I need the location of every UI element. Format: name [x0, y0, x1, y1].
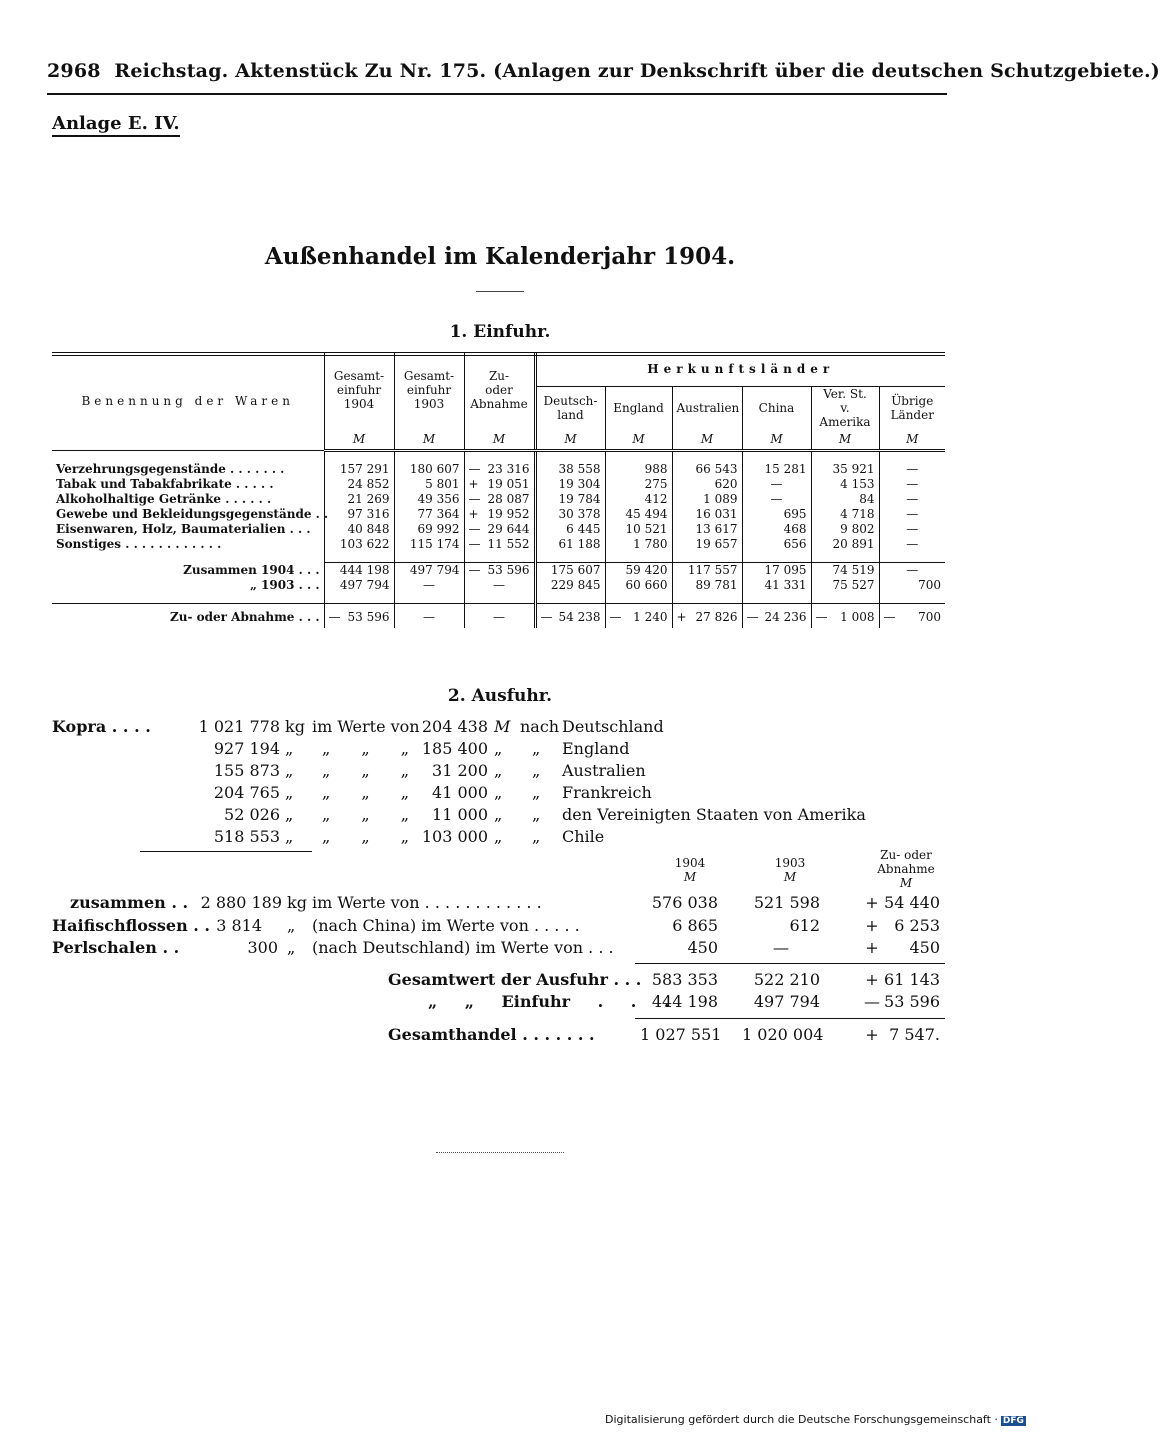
cell-g1903: 69 992 — [394, 522, 464, 537]
summary-sign: + — [865, 893, 879, 912]
gesamthandel-1904: 1 027 551 — [640, 1025, 722, 1044]
summary-1903: 521 598 — [753, 893, 820, 912]
year-1904-label: 1904 — [674, 856, 706, 870]
cell-de: 19 784 — [535, 492, 605, 507]
row-label: Tabak und Tabakfabrikate . . . . . — [56, 477, 274, 491]
kopra-amount: 204 765 — [213, 783, 280, 802]
year-1903-label: 1903 — [774, 856, 806, 870]
sum-rule — [140, 851, 312, 852]
col-australien: Australien — [672, 386, 742, 429]
kopra-unit: „ — [285, 805, 294, 824]
cell-ch: 17 095 — [742, 563, 811, 579]
section-ausfuhr-title: 2. Ausfuhr. — [447, 686, 553, 706]
kopra-dest: Australien — [562, 761, 646, 780]
running-header — [47, 60, 1160, 82]
summary-amount: 3 814 — [216, 916, 262, 935]
cell-ub: — — [879, 477, 945, 492]
cell-de: 19 304 — [535, 477, 605, 492]
cell-g1903: 180 607 — [394, 462, 464, 477]
kopra-amount: 1 021 778 — [198, 717, 280, 736]
cell-g1904: 21 269 — [324, 492, 394, 507]
footer-text: Digitalisierung gefördert durch die Deutsche Forschungsgemeinschaft · — [605, 1413, 998, 1426]
col-1903-head — [760, 856, 820, 884]
cell-sign: — — [883, 610, 896, 624]
col-1904-head — [660, 856, 720, 884]
cell-us: 4 153 — [811, 477, 879, 492]
cell-en: 60 660 — [605, 578, 672, 593]
footer — [605, 1413, 1026, 1426]
cell-en: 45 494 — [605, 507, 672, 522]
table-row-zu-ab — [52, 604, 945, 628]
header-text: Reichstag. Aktenstück Zu Nr. 175. (Anlagen zur Denkschrift über die deutschen Schutzgebiete.) — [114, 60, 1160, 82]
einfuhr-table — [52, 352, 945, 628]
unit-mark: M — [535, 429, 605, 451]
cell-sign: — — [468, 492, 481, 506]
kopra-mid: im Werte von — [312, 717, 420, 736]
summary-1904: 576 038 — [651, 893, 718, 912]
kopra-currency: „ — [494, 805, 503, 824]
row-label: „ 1903 . . . — [249, 578, 320, 592]
table-row-total-1903 — [52, 578, 945, 593]
cell-g1904: 103 622 — [324, 537, 394, 552]
cell-en: 1 780 — [605, 537, 672, 552]
row-label: Zu- oder Abnahme . . . — [52, 604, 324, 628]
cell-au: 27 826 — [695, 610, 738, 624]
summary-text: im Werte von . . . . . . . . . . . . — [312, 893, 542, 912]
kopra-mid: „ „ „ — [322, 761, 410, 780]
row-label: Zusammen 1904 . . . — [183, 562, 320, 577]
cell-sign: — — [468, 563, 481, 577]
unit-mark: M — [899, 876, 913, 890]
row-label: Eisenwaren, Holz, Baumaterialien . . . — [56, 522, 311, 536]
cell-ch: — — [742, 477, 811, 492]
sum-rule-3 — [635, 1018, 945, 1019]
summary-1903: — — [773, 938, 789, 957]
cell-diff: — — [464, 604, 535, 628]
cell-us: 75 527 — [811, 578, 879, 593]
cell-g1904: 97 316 — [324, 507, 394, 522]
unit-mark: M — [742, 429, 811, 451]
cell-g1904: 157 291 — [324, 462, 394, 477]
gesamthandel-label: Gesamthandel . . . . . . . — [388, 1025, 595, 1044]
gesamtwert-label: Gesamtwert der Ausfuhr . . . — [388, 970, 642, 989]
cell-au: 13 617 — [672, 522, 742, 537]
summary-1904: 6 865 — [672, 916, 718, 935]
summary-text: (nach Deutschland) im Werte von . . . — [312, 938, 614, 957]
kopra-currency: „ — [494, 827, 503, 846]
col-herkunft: Herkunftsländer — [535, 352, 945, 386]
summary-diff: 6 253 — [894, 916, 940, 935]
cell-g1903: 77 364 — [394, 507, 464, 522]
gesamtwert-1903: 522 210 — [753, 970, 820, 989]
cell-diff: — — [464, 578, 535, 593]
row-label: Verzehrungsgegenstände . . . . . . . — [56, 462, 285, 476]
summary-1903: 612 — [789, 916, 820, 935]
col-china: China — [742, 386, 811, 429]
summary-amount: 300 — [247, 938, 278, 957]
cell-g1903: 49 356 — [394, 492, 464, 507]
summary-label: Haifischflossen . . — [52, 916, 210, 935]
cell-ch: 24 236 — [764, 610, 807, 624]
dfg-logo: DFG — [1002, 1416, 1024, 1426]
cell-sign: + — [468, 477, 479, 491]
kopra-unit: „ — [285, 739, 294, 758]
cell-au: 117 557 — [672, 563, 742, 579]
cell-sign: + — [468, 507, 479, 521]
summary-label: zusammen . . — [70, 893, 189, 912]
kopra-nach: „ — [532, 739, 541, 758]
summary-diff: 450 — [909, 938, 940, 957]
einfuhr-diff: 53 596 — [884, 992, 940, 1011]
summary-unit: „ — [287, 916, 296, 935]
col-uebrige: Übrige Länder — [879, 386, 945, 429]
gesamtwert-1904: 583 353 — [651, 970, 718, 989]
cell-de: 229 845 — [535, 578, 605, 593]
summary-unit: kg — [287, 893, 307, 912]
cell-ub: — — [879, 563, 945, 579]
kopra-unit: „ — [285, 783, 294, 802]
kopra-value: 204 438 — [421, 717, 488, 736]
kopra-label: Kopra . . . . — [52, 717, 151, 736]
cell-ch: 656 — [742, 537, 811, 552]
row-label: Gewebe und Bekleidungsgegenstände . . — [56, 507, 329, 521]
kopra-currency: „ — [494, 761, 503, 780]
cell-ub: 700 — [918, 610, 942, 624]
table-row — [52, 477, 945, 492]
kopra-currency: „ — [494, 739, 503, 758]
cell-sign: — — [746, 610, 759, 624]
kopra-nach: „ — [532, 761, 541, 780]
summary-diff: 54 440 — [884, 893, 940, 912]
cell-sign: — — [609, 610, 622, 624]
page-title: Außenhandel im Kalenderjahr 1904. — [264, 243, 736, 270]
kopra-dest: Chile — [562, 827, 605, 846]
cell-g1903: 5 801 — [394, 477, 464, 492]
section-einfuhr-title: 1. Einfuhr. — [449, 322, 551, 342]
col-benennung: Benennung der Waren — [52, 352, 324, 451]
kopra-value: 31 200 — [432, 761, 488, 780]
cell-sign: — — [468, 537, 481, 551]
kopra-amount: 518 553 — [213, 827, 280, 846]
zuab-label: Zu- oder Abnahme — [877, 848, 935, 876]
cell-de: 30 378 — [535, 507, 605, 522]
cell-g1903: — — [394, 578, 464, 593]
sum-rule-2 — [635, 963, 945, 964]
cell-ch: 15 281 — [742, 462, 811, 477]
cell-diff: 19 051 — [487, 477, 530, 491]
cell-ub: — — [879, 522, 945, 537]
cell-ch: 41 331 — [742, 578, 811, 593]
kopra-mid: „ „ „ — [322, 805, 410, 824]
kopra-value: 41 000 — [432, 783, 488, 802]
cell-en: 275 — [605, 477, 672, 492]
table-row — [52, 507, 945, 522]
summary-1904: 450 — [687, 938, 718, 957]
cell-g1904: 40 848 — [324, 522, 394, 537]
kopra-amount: 155 873 — [213, 761, 280, 780]
kopra-amount: 52 026 — [224, 805, 280, 824]
summary-amount: 2 880 189 — [200, 893, 282, 912]
cell-sign: + — [676, 610, 687, 624]
summary-unit: „ — [287, 938, 296, 957]
cell-diff: 19 952 — [487, 507, 530, 521]
unit-mark: M — [683, 870, 697, 884]
cell-us: 1 008 — [840, 610, 875, 624]
einfuhr-sign: — — [864, 992, 880, 1011]
cell-sign: — — [468, 522, 481, 536]
col-gesamt-1904: Gesamt- einfuhr 1904 — [324, 352, 394, 429]
cell-au: 89 781 — [672, 578, 742, 593]
cell-en: 988 — [605, 462, 672, 477]
cell-ch: 695 — [742, 507, 811, 522]
cell-g1903: 497 794 — [394, 563, 464, 579]
page-number: 2968 — [47, 60, 101, 82]
summary-label: Perlschalen . . — [52, 938, 180, 957]
kopra-unit: „ — [285, 761, 294, 780]
cell-diff: 23 316 — [487, 462, 530, 476]
col-zu-ab: Zu- oder Abnahme — [464, 352, 535, 429]
cell-au: 620 — [672, 477, 742, 492]
kopra-amount: 927 194 — [213, 739, 280, 758]
cell-de: 175 607 — [535, 563, 605, 579]
cell-diff: 53 596 — [487, 563, 530, 577]
kopra-nach: „ — [532, 783, 541, 802]
cell-sign: — — [815, 610, 828, 624]
cell-ub: 700 — [879, 578, 945, 593]
cell-us: 35 921 — [811, 462, 879, 477]
einfuhr-1903: 497 794 — [753, 992, 820, 1011]
einfuhr-label: „ „ Einfuhr . . . — [428, 992, 670, 1011]
gesamthandel-diff: 7 547. — [889, 1025, 940, 1044]
kopra-value: 103 000 — [421, 827, 488, 846]
cell-us: 20 891 — [811, 537, 879, 552]
row-label: Sonstiges . . . . . . . . . . . . — [56, 537, 222, 551]
col-deutschland: Deutsch- land — [535, 386, 605, 429]
cell-g1904: 497 794 — [324, 578, 394, 593]
cell-au: 19 657 — [672, 537, 742, 552]
kopra-mid: „ „ „ — [322, 739, 410, 758]
cell-ub: — — [879, 507, 945, 522]
cell-sign: — — [468, 462, 481, 476]
cell-us: 4 718 — [811, 507, 879, 522]
gesamtwert-sign: + — [865, 970, 879, 989]
cell-au: 66 543 — [672, 462, 742, 477]
kopra-unit: kg — [285, 717, 305, 736]
header-rule — [47, 93, 947, 95]
table-row — [52, 462, 945, 477]
cell-ch: — — [742, 492, 811, 507]
table-row — [52, 537, 945, 552]
gesamthandel-sign: + — [865, 1025, 879, 1044]
unit-mark: M — [324, 429, 394, 451]
unit-mark: M — [783, 870, 797, 884]
unit-mark: M — [811, 429, 879, 451]
cell-ub: — — [879, 462, 945, 477]
table-row-total-1904 — [52, 563, 945, 579]
anlage-label: Anlage E. IV. — [52, 113, 180, 137]
cell-ub: — — [879, 537, 945, 552]
kopra-value: 185 400 — [421, 739, 488, 758]
kopra-dest: Deutschland — [562, 717, 664, 736]
cell-en: 412 — [605, 492, 672, 507]
kopra-value: 11 000 — [432, 805, 488, 824]
unit-mark: M — [672, 429, 742, 451]
gesamtwert-diff: 61 143 — [884, 970, 940, 989]
cell-de: 38 558 — [535, 462, 605, 477]
summary-sign: + — [865, 938, 879, 957]
cell-en: 59 420 — [605, 563, 672, 579]
kopra-dest: England — [562, 739, 630, 758]
unit-mark: M — [879, 429, 945, 451]
cell-us: 84 — [811, 492, 879, 507]
row-label: Alkoholhaltige Getränke . . . . . . — [56, 492, 272, 506]
kopra-mid: „ „ „ — [322, 783, 410, 802]
cell-g1904: 24 852 — [324, 477, 394, 492]
kopra-dest: den Vereinigten Staaten von Amerika — [562, 805, 866, 824]
cell-g1903: 115 174 — [394, 537, 464, 552]
cell-de: 6 445 — [535, 522, 605, 537]
cell-en: 1 240 — [633, 610, 668, 624]
cell-ch: 468 — [742, 522, 811, 537]
kopra-unit: „ — [285, 827, 294, 846]
cell-g1904: 444 198 — [324, 563, 394, 579]
summary-text: (nach China) im Werte von . . . . . — [312, 916, 580, 935]
cell-ub: — — [879, 492, 945, 507]
kopra-nach: nach — [520, 717, 560, 736]
kopra-dest: Frankreich — [562, 783, 652, 802]
cell-g1903: — — [394, 604, 464, 628]
gesamthandel-1903: 1 020 004 — [742, 1025, 824, 1044]
table-row — [52, 522, 945, 537]
kopra-nach: „ — [532, 805, 541, 824]
kopra-mid: „ „ „ — [322, 827, 410, 846]
cell-diff: 29 644 — [487, 522, 530, 536]
kopra-nach: „ — [532, 827, 541, 846]
cell-en: 10 521 — [605, 522, 672, 537]
title-rule — [476, 291, 524, 292]
table-row — [52, 492, 945, 507]
cell-au: 16 031 — [672, 507, 742, 522]
cell-diff: 11 552 — [487, 537, 530, 551]
cell-us: 74 519 — [811, 563, 879, 579]
col-zuab-head — [866, 848, 946, 890]
end-rule — [436, 1152, 564, 1153]
col-england: England — [605, 386, 672, 429]
summary-sign: + — [865, 916, 879, 935]
col-usa: Ver. St. v. Amerika — [811, 386, 879, 429]
kopra-currency: M — [494, 717, 511, 736]
cell-diff: 28 087 — [487, 492, 530, 506]
col-gesamt-1903: Gesamt- einfuhr 1903 — [394, 352, 464, 429]
unit-mark: M — [464, 429, 535, 451]
kopra-currency: „ — [494, 783, 503, 802]
cell-us: 9 802 — [811, 522, 879, 537]
unit-mark: M — [605, 429, 672, 451]
cell-sign: — — [540, 610, 553, 624]
unit-mark: M — [394, 429, 464, 451]
einfuhr-1904: 444 198 — [651, 992, 718, 1011]
cell-au: 1 089 — [672, 492, 742, 507]
cell-de: 61 188 — [535, 537, 605, 552]
cell-de: 54 238 — [558, 610, 601, 624]
cell-sign: — — [328, 610, 341, 624]
cell-g1904: 53 596 — [347, 610, 390, 624]
